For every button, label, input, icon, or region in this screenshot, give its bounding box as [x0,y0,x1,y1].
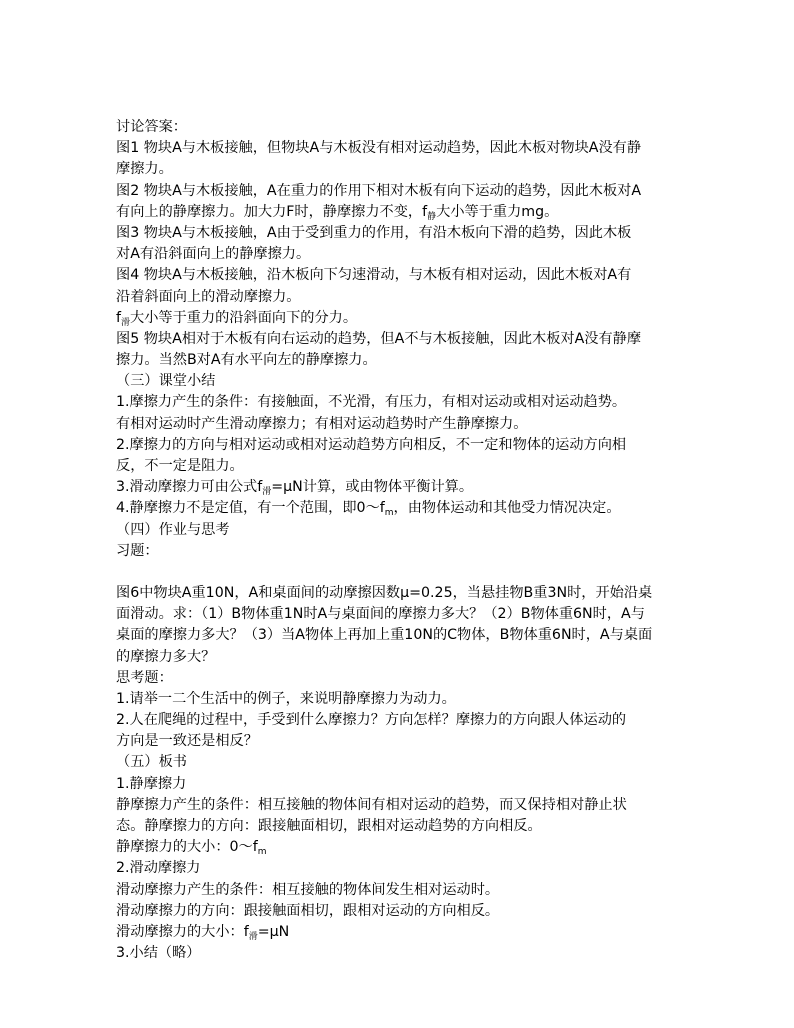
document-body [116,117,682,964]
text-line [116,922,682,943]
text-segment: =μN计算，或由物体平衡计算。 [271,479,474,496]
text-line: 图1 物块A与木板接触，但物块A与木板没有相对运动趋势，因此木板对物块A没有静 [116,140,642,157]
text-segment: 大小等于重力的沿斜面向下的分力。 [130,309,358,326]
text-line [116,477,682,498]
subscript: 静 [427,211,437,222]
subscript: 滑 [121,317,131,328]
text-segment: 3.滑动摩擦力可由公式f [116,479,263,496]
text-line: 摩擦力。 [116,161,173,178]
text-segment: f [116,309,121,326]
text-line [116,837,682,858]
text-line: 1.静摩擦力 [116,775,187,792]
text-line [116,308,682,329]
text-line: 静摩擦力产生的条件：相互接触的物体间有相对运动的趋势，而又保持相对静止状 [116,796,627,813]
text-segment: 4.静摩擦力不是定值，有一个范围，即0～f [116,500,385,517]
text-line: 桌面的摩擦力多大？（3）当A物体上再加上重10N的C物体，B物体重6N时，A与桌面 [116,627,653,644]
text-line: 图5 物块A相对于木板有向右运动的趋势，但A不与木板接触，因此木板对A没有静摩 [116,330,642,347]
subscript: m [257,847,267,858]
text-line: 滑动摩擦力产生的条件：相互接触的物体间发生相对运动时。 [116,881,500,898]
text-line: 对A有沿斜面向上的静摩擦力。 [116,246,311,263]
text-line: 思考题： [116,669,173,686]
text-segment: 有向上的静摩擦力。加大力F时，静摩擦力不变，f [116,203,428,220]
text-line: 态。静摩擦力的方向：跟接触面相切，跟相对运动趋势的方向相反。 [116,818,542,834]
text-segment: 静摩擦力的大小：0～f [116,839,258,856]
text-line: 讨论答案： [116,119,187,135]
text-segment: ，由物体运动和其他受力情况决定。 [393,500,621,517]
subscript: m [384,508,394,519]
text-segment: 大小等于重力mg。 [436,203,559,220]
text-line: 方向是一致还是相反？ [116,733,258,750]
text-line: 图6中物块A重10N，A和桌面间的动摩擦因数μ=0.25，当悬挂物B重3N时，开始沿桌 [116,584,653,601]
text-line [116,498,682,519]
text-line [116,202,682,223]
text-line: 图4 物块A与木板接触，沿木板向下匀速滑动，与木板有相对运动，因此木板对A有 [116,267,632,284]
text-line: 1.摩擦力产生的条件：有接触面，不光滑，有压力，有相对运动或相对运动趋势。 [116,394,627,411]
text-line: 2.人在爬绳的过程中，手受到什么摩擦力？方向怎样？摩擦力的方向跟人体运动的 [116,712,627,729]
subscript: 滑 [248,931,258,942]
text-line: 滑动摩擦力的方向：跟接触面相切，跟相对运动的方向相反。 [116,902,500,919]
text-segment: =μN [257,923,290,940]
text-line: 的摩擦力多大？ [116,648,216,665]
text-line: 有相对运动时产生滑动摩擦力；有相对运动趋势时产生静摩擦力。 [116,415,528,432]
text-line: 3.小结（略） [116,945,201,962]
text-line: 1.请举一二个生活中的例子，来说明静摩擦力为动力。 [116,690,456,707]
text-line: 面滑动。求：（1）B物体重1N时A与桌面间的摩擦力多大？（2）B物体重6N时，A与 [116,606,645,623]
text-line: （五）板书 [116,754,187,771]
text-line: 习题： [116,542,159,559]
text-line: 擦力。当然B对A有水平向左的静摩擦力。 [116,352,377,369]
subscript: 滑 [262,487,272,498]
text-line: 2.滑动摩擦力 [116,860,201,877]
text-line: （四）作业与思考 [116,521,230,538]
text-line: 图2 物块A与木板接触，A在重力的作用下相对木板有向下运动的趋势，因此木板对A [116,182,642,199]
text-line: 图3 物块A与木板接触，A由于受到重力的作用，有沿木板向下滑的趋势，因此木板 [116,224,632,241]
text-segment: 滑动摩擦力的大小：f [116,923,249,940]
text-line: 沿着斜面向上的滑动摩擦力。 [116,288,301,305]
text-line: 2.摩擦力的方向与相对运动或相对运动趋势方向相反，不一定和物体的运动方向相 [116,436,627,453]
text-line: （三）课堂小结 [116,373,216,390]
text-line: 反，不一定是阻力。 [116,458,244,474]
blank-line [116,562,682,583]
